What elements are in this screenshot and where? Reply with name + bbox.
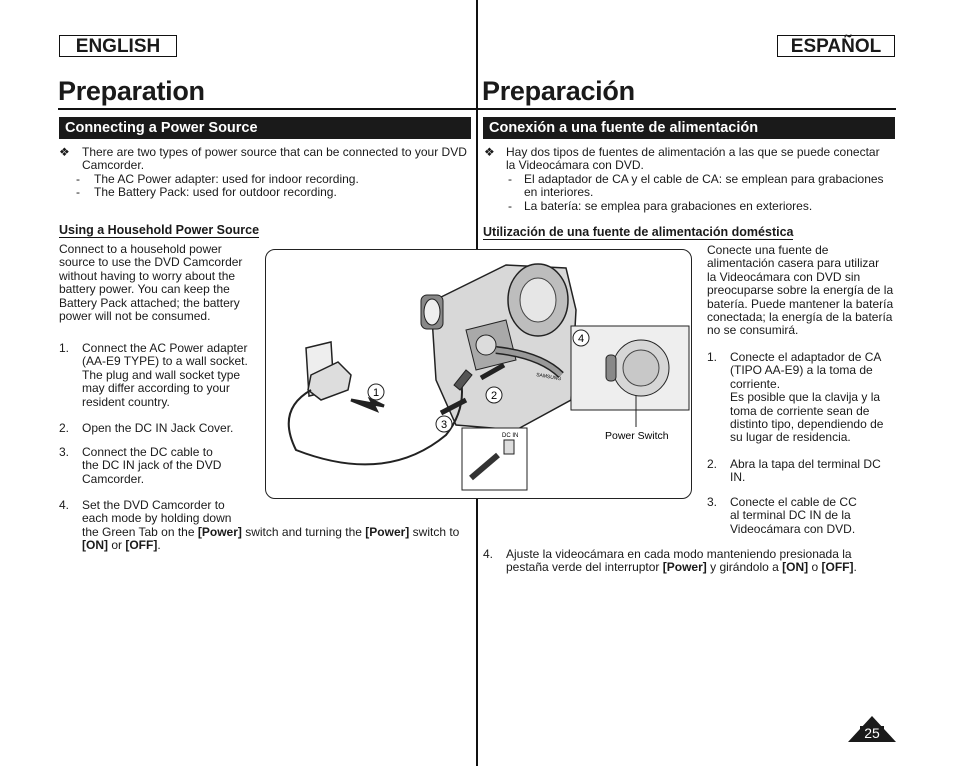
subheading-english: Using a Household Power Source bbox=[59, 223, 260, 237]
step-number: 2. bbox=[707, 457, 718, 471]
dash-mark: - bbox=[508, 199, 512, 213]
callout-4: 4 bbox=[577, 333, 585, 345]
callout-1: 1 bbox=[372, 387, 380, 399]
illustration-panel bbox=[265, 249, 692, 499]
bullet-diamond-icon: ❖ bbox=[484, 145, 495, 159]
step-2-english: Open the DC IN Jack Cover. bbox=[82, 421, 234, 435]
power-switch-label: Power Switch bbox=[605, 430, 669, 442]
brand-label: SAMSUNG bbox=[535, 372, 562, 383]
step-3-spanish: Conecte el cable de CC al terminal DC IN de la Videocámara con DVD. bbox=[730, 495, 857, 536]
dash-mark: - bbox=[76, 172, 80, 186]
bullet-item-spanish-2: La batería: se emplea para grabaciones en exteriores. bbox=[524, 199, 813, 213]
page-number-badge bbox=[848, 716, 896, 742]
dash-mark: - bbox=[508, 172, 512, 186]
step-number: 2. bbox=[59, 421, 70, 435]
language-label-english: ENGLISH bbox=[59, 35, 177, 57]
step-2-spanish: Abra la tapa del terminal DC IN. bbox=[730, 457, 881, 485]
camcorder-illustration bbox=[266, 250, 691, 498]
page-title-english: Preparation bbox=[58, 76, 205, 106]
step-number: 3. bbox=[59, 445, 70, 459]
step-4-spanish: Ajuste la videocámara en cada modo manteniendo presionada la pestaña verde del interruptor [Power] y girándolo a [ON] o [OFF]. bbox=[506, 547, 857, 575]
paragraph-english: Connect to a household power source to use the DVD Camcorder without having to worry about the battery power. You can keep the Battery Pack attached; the battery power will not be consumed. bbox=[59, 242, 243, 324]
bullet-item-spanish-1: El adaptador de CA y el cable de CA: se emplean para grabaciones en interiores. bbox=[524, 172, 884, 200]
step-1-spanish: Conecte el adaptador de CA (TIPO AA-E9) a la toma de corriente. Es posible que la clavija y la toma de corriente sean de distinto tipo, dependiendo de su lugar de residencia. bbox=[730, 350, 884, 445]
callout-3: 3 bbox=[440, 419, 448, 431]
language-label-spanish: ESPAÑOL bbox=[777, 35, 895, 57]
title-rule-spanish bbox=[478, 108, 896, 110]
step-1-english: Connect the AC Power adapter (AA-E9 TYPE) to a wall socket. The plug and wall socket type may differ according to your resident country. bbox=[82, 341, 248, 409]
intro-text-spanish: Hay dos tipos de fuentes de alimentación a las que se puede conectar la Videocámara con DVD. bbox=[506, 145, 880, 173]
dash-mark: - bbox=[76, 185, 80, 199]
step-number: 1. bbox=[707, 350, 718, 364]
bullet-diamond-icon: ❖ bbox=[59, 145, 70, 159]
dc-in-label: DC IN bbox=[502, 433, 519, 439]
camcorder-drawing bbox=[421, 264, 576, 430]
page-title-spanish: Preparación bbox=[482, 76, 635, 106]
paragraph-spanish: Conecte una fuente de alimentación casera para utilizar la Videocámara con DVD sin preocuparse sobre la energía de la batería. Puede mantener la batería conectada; la energía de la batería no se consumirá. bbox=[707, 243, 894, 338]
step-number: 1. bbox=[59, 341, 70, 355]
step-number: 3. bbox=[707, 495, 718, 509]
intro-text-english: There are two types of power source that can be connected to your DVD Camcorder. bbox=[82, 145, 467, 173]
callout-2: 2 bbox=[490, 390, 498, 402]
page-number: 25 bbox=[864, 725, 880, 741]
bullet-item-english-2: The Battery Pack: used for outdoor recording. bbox=[94, 185, 337, 199]
wall-socket-drawing bbox=[306, 342, 351, 400]
step-number: 4. bbox=[483, 547, 494, 561]
step-3-english: Connect the DC cable to the DC IN jack of the DVD Camcorder. bbox=[82, 445, 222, 486]
section-heading-english: Connecting a Power Source bbox=[59, 117, 471, 139]
title-rule-english bbox=[58, 108, 476, 110]
step-number: 4. bbox=[59, 498, 70, 512]
bullet-item-english-1: The AC Power adapter: used for indoor recording. bbox=[94, 172, 359, 186]
subheading-spanish: Utilización de una fuente de alimentación doméstica bbox=[483, 225, 794, 239]
arrow-icon bbox=[351, 400, 384, 410]
step-4-english: Set the DVD Camcorder to each mode by holding down the Green Tab on the [Power] switch and turning the [Power] switch to [ON] or [OFF]. bbox=[82, 498, 460, 553]
section-heading-spanish: Conexión a una fuente de alimentación bbox=[483, 117, 895, 139]
